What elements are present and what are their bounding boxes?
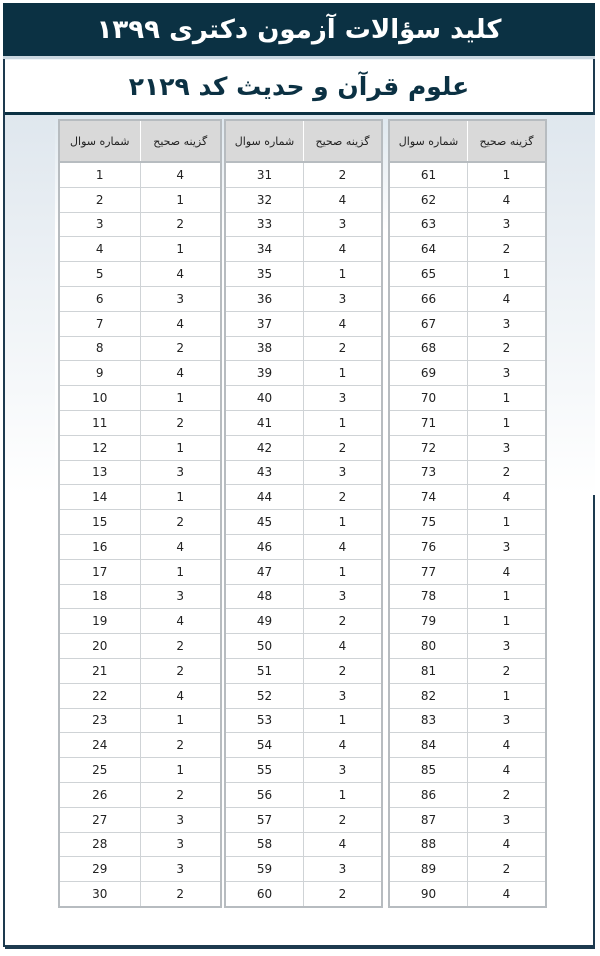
table-row xyxy=(389,807,546,832)
question-number: 5 xyxy=(59,262,140,287)
question-number: 68 xyxy=(389,336,468,361)
table-row xyxy=(225,162,382,187)
table-row xyxy=(389,386,546,411)
correct-answer: 2 xyxy=(468,460,547,485)
question-number: 7 xyxy=(59,311,140,336)
table-row xyxy=(389,510,546,535)
question-number: 84 xyxy=(389,733,468,758)
correct-answer: 4 xyxy=(304,534,383,559)
table-row xyxy=(389,832,546,857)
correct-answer: 2 xyxy=(468,782,547,807)
correct-answer: 4 xyxy=(140,361,221,386)
table-row xyxy=(225,510,382,535)
correct-answer: 3 xyxy=(140,807,221,832)
question-number-header: شماره سوال xyxy=(225,120,304,162)
answer-table-1 xyxy=(58,119,222,908)
answer-table-2 xyxy=(224,119,383,908)
question-number: 32 xyxy=(225,187,304,212)
table-row xyxy=(59,286,221,311)
question-number: 74 xyxy=(389,485,468,510)
correct-answer: 1 xyxy=(140,758,221,783)
table-row xyxy=(225,534,382,559)
correct-answer: 2 xyxy=(140,336,221,361)
table-row xyxy=(389,708,546,733)
question-number: 49 xyxy=(225,609,304,634)
correct-answer: 2 xyxy=(304,807,383,832)
question-number: 33 xyxy=(225,212,304,237)
question-number: 69 xyxy=(389,361,468,386)
table-row xyxy=(389,782,546,807)
correct-answer: 2 xyxy=(140,212,221,237)
correct-answer: 3 xyxy=(140,286,221,311)
table-row xyxy=(225,237,382,262)
correct-answer: 2 xyxy=(304,162,383,187)
table-row xyxy=(389,212,546,237)
table-row xyxy=(59,609,221,634)
correct-answer: 3 xyxy=(140,460,221,485)
correct-answer: 4 xyxy=(304,187,383,212)
table-header-row xyxy=(225,120,382,162)
table-row xyxy=(389,187,546,212)
question-number: 21 xyxy=(59,658,140,683)
question-number: 60 xyxy=(225,882,304,907)
question-number: 39 xyxy=(225,361,304,386)
question-number: 43 xyxy=(225,460,304,485)
correct-answer: 4 xyxy=(140,311,221,336)
question-number: 48 xyxy=(225,584,304,609)
correct-answer: 2 xyxy=(468,658,547,683)
correct-answer: 1 xyxy=(304,410,383,435)
correct-answer: 4 xyxy=(140,534,221,559)
correct-answer: 3 xyxy=(304,212,383,237)
table-row xyxy=(59,584,221,609)
question-number: 42 xyxy=(225,435,304,460)
correct-answer: 3 xyxy=(468,435,547,460)
table-row xyxy=(59,311,221,336)
correct-answer: 2 xyxy=(304,435,383,460)
correct-answer: 1 xyxy=(468,262,547,287)
table-row xyxy=(225,857,382,882)
question-number: 1 xyxy=(59,162,140,187)
table-row xyxy=(59,658,221,683)
correct-answer: 1 xyxy=(304,510,383,535)
table-row xyxy=(225,782,382,807)
question-number: 56 xyxy=(225,782,304,807)
table-row xyxy=(225,882,382,907)
question-number: 27 xyxy=(59,807,140,832)
correct-answer: 1 xyxy=(304,262,383,287)
table-row xyxy=(59,857,221,882)
table-row xyxy=(225,286,382,311)
table-row xyxy=(225,410,382,435)
correct-answer: 4 xyxy=(468,733,547,758)
question-number: 36 xyxy=(225,286,304,311)
table-row xyxy=(225,361,382,386)
correct-answer: 3 xyxy=(304,286,383,311)
correct-answer: 1 xyxy=(304,708,383,733)
question-number: 16 xyxy=(59,534,140,559)
correct-answer: 2 xyxy=(304,485,383,510)
question-number: 81 xyxy=(389,658,468,683)
table-row xyxy=(389,286,546,311)
table-row xyxy=(59,212,221,237)
correct-answer: 3 xyxy=(304,758,383,783)
question-number: 89 xyxy=(389,857,468,882)
correct-answer: 3 xyxy=(468,807,547,832)
correct-answer: 3 xyxy=(304,386,383,411)
correct-answer: 4 xyxy=(468,559,547,584)
question-number: 50 xyxy=(225,634,304,659)
correct-answer: 1 xyxy=(304,559,383,584)
question-number: 2 xyxy=(59,187,140,212)
correct-answer: 4 xyxy=(304,832,383,857)
correct-answer: 1 xyxy=(140,559,221,584)
correct-answer: 2 xyxy=(304,882,383,907)
question-number: 37 xyxy=(225,311,304,336)
correct-answer: 4 xyxy=(304,237,383,262)
table-row xyxy=(59,460,221,485)
question-number: 75 xyxy=(389,510,468,535)
table-row xyxy=(225,733,382,758)
table-row xyxy=(59,237,221,262)
correct-answer: 1 xyxy=(468,584,547,609)
table-row xyxy=(59,758,221,783)
table-row xyxy=(389,534,546,559)
bottom-rule xyxy=(5,947,595,949)
table-row xyxy=(389,683,546,708)
correct-answer: 4 xyxy=(468,485,547,510)
question-number: 6 xyxy=(59,286,140,311)
correct-answer: 1 xyxy=(468,683,547,708)
question-number: 18 xyxy=(59,584,140,609)
table-row xyxy=(389,733,546,758)
question-number: 3 xyxy=(59,212,140,237)
question-number: 22 xyxy=(59,683,140,708)
correct-answer: 2 xyxy=(468,336,547,361)
table-header-row xyxy=(59,120,221,162)
question-number: 66 xyxy=(389,286,468,311)
question-number: 46 xyxy=(225,534,304,559)
question-number: 82 xyxy=(389,683,468,708)
table-row xyxy=(59,187,221,212)
correct-answer: 2 xyxy=(140,733,221,758)
question-number-header: شماره سوال xyxy=(59,120,140,162)
question-number: 4 xyxy=(59,237,140,262)
correct-answer: 4 xyxy=(304,634,383,659)
table-row xyxy=(389,311,546,336)
question-number: 45 xyxy=(225,510,304,535)
question-number: 80 xyxy=(389,634,468,659)
correct-answer: 1 xyxy=(140,237,221,262)
question-number: 83 xyxy=(389,708,468,733)
question-number: 14 xyxy=(59,485,140,510)
table-row xyxy=(225,336,382,361)
correct-answer: 4 xyxy=(140,162,221,187)
question-number: 8 xyxy=(59,336,140,361)
question-number-header: شماره سوال xyxy=(389,120,468,162)
answer-table-3 xyxy=(388,119,547,908)
table-row xyxy=(225,758,382,783)
question-number: 28 xyxy=(59,832,140,857)
correct-answer: 4 xyxy=(468,758,547,783)
correct-answer: 1 xyxy=(304,361,383,386)
correct-answer: 4 xyxy=(140,609,221,634)
table-row xyxy=(59,361,221,386)
question-number: 53 xyxy=(225,708,304,733)
table-row xyxy=(389,857,546,882)
table-row xyxy=(389,559,546,584)
correct-answer: 2 xyxy=(140,658,221,683)
question-number: 58 xyxy=(225,832,304,857)
table-row xyxy=(389,634,546,659)
table-row xyxy=(225,634,382,659)
question-number: 30 xyxy=(59,882,140,907)
table-row xyxy=(59,782,221,807)
correct-answer: 3 xyxy=(468,534,547,559)
table-row xyxy=(59,882,221,907)
question-number: 20 xyxy=(59,634,140,659)
question-number: 11 xyxy=(59,410,140,435)
correct-answer: 1 xyxy=(140,435,221,460)
table-row xyxy=(225,584,382,609)
correct-answer: 2 xyxy=(140,782,221,807)
question-number: 64 xyxy=(389,237,468,262)
table-row xyxy=(225,460,382,485)
question-number: 85 xyxy=(389,758,468,783)
correct-answer: 2 xyxy=(140,882,221,907)
table-row xyxy=(59,510,221,535)
question-number: 31 xyxy=(225,162,304,187)
correct-answer: 4 xyxy=(140,683,221,708)
correct-answer: 3 xyxy=(304,683,383,708)
table-row xyxy=(389,361,546,386)
question-number: 17 xyxy=(59,559,140,584)
correct-answer: 1 xyxy=(140,485,221,510)
correct-answer: 3 xyxy=(140,857,221,882)
table-row xyxy=(59,807,221,832)
question-number: 63 xyxy=(389,212,468,237)
question-number: 24 xyxy=(59,733,140,758)
question-number: 25 xyxy=(59,758,140,783)
correct-answer: 1 xyxy=(468,609,547,634)
question-number: 62 xyxy=(389,187,468,212)
question-number: 44 xyxy=(225,485,304,510)
question-number: 38 xyxy=(225,336,304,361)
question-number: 59 xyxy=(225,857,304,882)
question-number: 65 xyxy=(389,262,468,287)
question-number: 54 xyxy=(225,733,304,758)
correct-answer: 3 xyxy=(140,832,221,857)
table-row xyxy=(225,435,382,460)
correct-answer: 4 xyxy=(468,832,547,857)
question-number: 19 xyxy=(59,609,140,634)
question-number: 41 xyxy=(225,410,304,435)
table-row xyxy=(225,212,382,237)
table-row xyxy=(389,410,546,435)
correct-answer: 3 xyxy=(304,460,383,485)
title-bar xyxy=(3,3,595,59)
page-subtitle: علوم قرآن و حدیث کد ۲۱۲۹ xyxy=(128,71,470,101)
question-number: 9 xyxy=(59,361,140,386)
table-row xyxy=(389,237,546,262)
table-row xyxy=(389,658,546,683)
table-row xyxy=(225,187,382,212)
table-row xyxy=(389,162,546,187)
question-number: 15 xyxy=(59,510,140,535)
question-number: 70 xyxy=(389,386,468,411)
correct-answer: 1 xyxy=(140,708,221,733)
table-row xyxy=(389,609,546,634)
table-row xyxy=(59,559,221,584)
table-row xyxy=(225,708,382,733)
question-number: 40 xyxy=(225,386,304,411)
correct-answer: 4 xyxy=(468,882,547,907)
correct-answer: 1 xyxy=(468,410,547,435)
table-header-row xyxy=(389,120,546,162)
question-number: 52 xyxy=(225,683,304,708)
table-row xyxy=(59,534,221,559)
correct-answer-header: گزینه صحیح xyxy=(304,120,383,162)
correct-answer-header: گزینه صحیح xyxy=(468,120,547,162)
correct-answer: 1 xyxy=(140,187,221,212)
table-row xyxy=(59,435,221,460)
question-number: 61 xyxy=(389,162,468,187)
table-row xyxy=(389,485,546,510)
question-number: 29 xyxy=(59,857,140,882)
question-number: 23 xyxy=(59,708,140,733)
table-row xyxy=(225,311,382,336)
table-row xyxy=(59,262,221,287)
correct-answer: 3 xyxy=(468,311,547,336)
question-number: 76 xyxy=(389,534,468,559)
subtitle-bar xyxy=(5,60,593,115)
table-row xyxy=(59,832,221,857)
table-row xyxy=(225,559,382,584)
correct-answer: 1 xyxy=(140,386,221,411)
table-row xyxy=(59,410,221,435)
question-number: 90 xyxy=(389,882,468,907)
table-row xyxy=(59,162,221,187)
table-row xyxy=(389,758,546,783)
question-number: 35 xyxy=(225,262,304,287)
correct-answer: 3 xyxy=(304,584,383,609)
question-number: 51 xyxy=(225,658,304,683)
correct-answer: 4 xyxy=(304,733,383,758)
question-number: 67 xyxy=(389,311,468,336)
table-row xyxy=(225,683,382,708)
correct-answer: 3 xyxy=(468,361,547,386)
correct-answer: 3 xyxy=(468,212,547,237)
correct-answer: 2 xyxy=(468,857,547,882)
table-row xyxy=(225,658,382,683)
correct-answer: 3 xyxy=(304,857,383,882)
question-number: 88 xyxy=(389,832,468,857)
question-number: 71 xyxy=(389,410,468,435)
correct-answer: 2 xyxy=(304,658,383,683)
correct-answer-header: گزینه صحیح xyxy=(140,120,221,162)
page-title: کلید سؤالات آزمون دکتری ۱۳۹۹ xyxy=(96,14,502,45)
table-row xyxy=(225,386,382,411)
correct-answer: 1 xyxy=(468,162,547,187)
table-row xyxy=(59,336,221,361)
question-number: 79 xyxy=(389,609,468,634)
correct-answer: 2 xyxy=(140,410,221,435)
correct-answer: 3 xyxy=(140,584,221,609)
table-row xyxy=(59,683,221,708)
question-number: 26 xyxy=(59,782,140,807)
question-number: 77 xyxy=(389,559,468,584)
table-row xyxy=(389,460,546,485)
table-row xyxy=(59,485,221,510)
question-number: 86 xyxy=(389,782,468,807)
correct-answer: 4 xyxy=(304,311,383,336)
question-number: 73 xyxy=(389,460,468,485)
question-number: 57 xyxy=(225,807,304,832)
correct-answer: 2 xyxy=(304,336,383,361)
table-row xyxy=(389,336,546,361)
table-row xyxy=(59,708,221,733)
correct-answer: 4 xyxy=(468,286,547,311)
question-number: 87 xyxy=(389,807,468,832)
question-number: 10 xyxy=(59,386,140,411)
correct-answer: 4 xyxy=(468,187,547,212)
correct-answer: 4 xyxy=(140,262,221,287)
table-row xyxy=(225,832,382,857)
table-row xyxy=(59,634,221,659)
correct-answer: 1 xyxy=(468,386,547,411)
question-number: 55 xyxy=(225,758,304,783)
correct-answer: 3 xyxy=(468,708,547,733)
table-row xyxy=(389,882,546,907)
table-row xyxy=(59,386,221,411)
correct-answer: 2 xyxy=(140,510,221,535)
question-number: 34 xyxy=(225,237,304,262)
correct-answer: 1 xyxy=(468,510,547,535)
question-number: 47 xyxy=(225,559,304,584)
table-row xyxy=(389,262,546,287)
table-row xyxy=(225,609,382,634)
correct-answer: 2 xyxy=(468,237,547,262)
table-row xyxy=(389,435,546,460)
table-row xyxy=(59,733,221,758)
question-number: 12 xyxy=(59,435,140,460)
correct-answer: 2 xyxy=(140,634,221,659)
table-row xyxy=(225,485,382,510)
answer-key-tables xyxy=(0,119,600,939)
correct-answer: 2 xyxy=(304,609,383,634)
question-number: 13 xyxy=(59,460,140,485)
correct-answer: 3 xyxy=(468,634,547,659)
question-number: 72 xyxy=(389,435,468,460)
correct-answer: 1 xyxy=(304,782,383,807)
question-number: 78 xyxy=(389,584,468,609)
table-row xyxy=(225,807,382,832)
table-row xyxy=(389,584,546,609)
table-row xyxy=(225,262,382,287)
